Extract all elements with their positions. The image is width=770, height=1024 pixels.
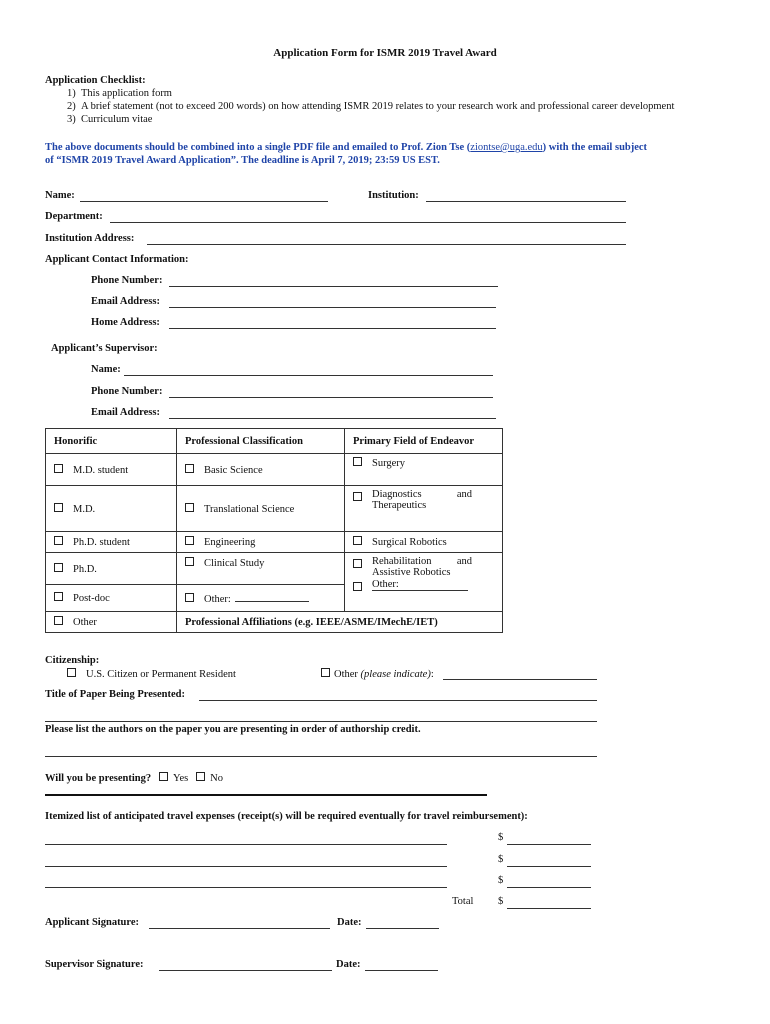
table-header: Honorific: [46, 429, 177, 454]
presenting-yes[interactable]: Yes: [159, 773, 188, 784]
citizenship-heading: Citizenship:: [45, 655, 100, 666]
checkbox[interactable]: [321, 668, 330, 677]
institution-field[interactable]: [426, 201, 626, 202]
section-divider: [45, 794, 487, 796]
supervisor-email-field[interactable]: [169, 418, 496, 419]
checkbox[interactable]: [353, 492, 362, 501]
field-option[interactable]: Surgical Robotics: [345, 532, 503, 553]
checkbox[interactable]: [54, 464, 63, 473]
department-field[interactable]: [110, 222, 626, 223]
checkbox[interactable]: [185, 536, 194, 545]
dollar-sign: $: [498, 832, 504, 843]
institution-address-field[interactable]: [147, 244, 626, 245]
checkbox[interactable]: [196, 772, 205, 781]
paper-title-field[interactable]: [199, 700, 597, 701]
total-amount-field[interactable]: [507, 908, 591, 909]
checkbox[interactable]: [54, 616, 63, 625]
name-field[interactable]: [80, 201, 328, 202]
honorific-option[interactable]: M.D.: [46, 486, 177, 532]
expense-item-field[interactable]: [45, 844, 447, 845]
field-option[interactable]: Surgery: [345, 454, 503, 486]
expenses-heading: Itemized list of anticipated travel expenses (receipt(s) will be required eventually for travel reimbursement):: [45, 811, 528, 822]
contact-heading: Applicant Contact Information:: [45, 254, 189, 265]
name-label: Name:: [45, 190, 75, 201]
dollar-sign: $: [498, 896, 504, 907]
supervisor-date-field[interactable]: [365, 970, 438, 971]
home-address-field[interactable]: [169, 328, 496, 329]
classification-table: [45, 428, 503, 633]
authors-label: Please list the authors on the paper you are presenting in order of authorship credit.: [45, 724, 421, 735]
checkbox[interactable]: [185, 557, 194, 566]
email-link[interactable]: ziontse@uga.edu: [470, 142, 543, 153]
citizenship-us-option[interactable]: U.S. Citizen or Permanent Resident: [67, 668, 236, 680]
honorific-option[interactable]: M.D. student: [46, 454, 177, 486]
home-address-label: Home Address:: [91, 317, 160, 328]
honorific-option[interactable]: Ph.D.: [46, 553, 177, 585]
email-field[interactable]: [169, 307, 496, 308]
table-row: [46, 454, 503, 486]
checkbox[interactable]: [185, 464, 194, 473]
checklist-item: 2) A brief statement (not to exceed 200 words) on how attending ISMR 2019 relates to your research work and professional career development: [67, 101, 675, 112]
classification-option[interactable]: Basic Science: [177, 454, 345, 486]
table-header: Primary Field of Endeavor: [345, 429, 503, 454]
presenting-row: Will you be presenting? Yes No: [45, 773, 223, 784]
applicant-date-field[interactable]: [366, 928, 439, 929]
checkbox[interactable]: [353, 536, 362, 545]
expense-item-field[interactable]: [45, 887, 447, 888]
checkbox[interactable]: [159, 772, 168, 781]
submission-notice: The above documents should be combined into a single PDF file and emailed to Prof. Zion Tse (ziontse@uga.edu) with the email subject: [45, 142, 648, 153]
citizenship-other-field[interactable]: [443, 679, 597, 680]
paper-title-field-2[interactable]: [45, 721, 597, 722]
checklist-item: 3) Curriculum vitae: [67, 114, 153, 125]
page-title: Application Form for ISMR 2019 Travel Award: [273, 47, 497, 59]
honorific-option[interactable]: Ph.D. student: [46, 532, 177, 553]
applicant-signature-label: Applicant Signature:: [45, 917, 140, 928]
checkbox[interactable]: [185, 503, 194, 512]
honorific-option[interactable]: Post-doc: [46, 585, 177, 612]
checklist-heading: Application Checklist:: [45, 75, 146, 86]
table-row: [46, 532, 503, 553]
table-row: [46, 553, 503, 585]
checkbox[interactable]: [353, 559, 362, 568]
honorific-option[interactable]: Other: [46, 612, 177, 633]
supervisor-phone-label: Phone Number:: [91, 386, 163, 397]
field-option[interactable]: Diagnostics and Therapeutics: [345, 486, 503, 532]
checkbox[interactable]: [54, 503, 63, 512]
checkbox[interactable]: [54, 536, 63, 545]
expense-amount-field[interactable]: [507, 844, 591, 845]
supervisor-signature-field[interactable]: [159, 970, 332, 971]
checklist-item: 1) This application form: [67, 88, 172, 99]
paper-title-label: Title of Paper Being Presented:: [45, 689, 185, 700]
department-label: Department:: [45, 211, 103, 222]
checkbox[interactable]: [353, 457, 362, 466]
dollar-sign: $: [498, 854, 504, 865]
submission-notice-line2: of “ISMR 2019 Travel Award Application”. The deadline is April 7, 2019; 23:59 US EST.: [45, 155, 440, 166]
citizenship-other-option[interactable]: Other (please indicate):: [321, 668, 434, 680]
checkbox[interactable]: [54, 563, 63, 572]
dollar-sign: $: [498, 875, 504, 886]
applicant-signature-field[interactable]: [149, 928, 330, 929]
authors-field[interactable]: [45, 756, 597, 757]
supervisor-name-label: Name:: [91, 364, 121, 375]
presenting-no[interactable]: No: [196, 773, 223, 784]
classification-option[interactable]: Clinical Study: [177, 553, 345, 585]
table-header: Professional Classification: [177, 429, 345, 454]
expense-amount-field[interactable]: [507, 887, 591, 888]
table-row: [46, 612, 503, 633]
supervisor-phone-field[interactable]: [169, 397, 493, 398]
institution-label: Institution:: [368, 190, 419, 201]
phone-field[interactable]: [169, 286, 498, 287]
checkbox[interactable]: [54, 592, 63, 601]
classification-option[interactable]: Engineering: [177, 532, 345, 553]
applicant-date-label: Date:: [337, 917, 362, 928]
affiliations-cell: Professional Affiliations (e.g. IEEE/ASME/IMechE/IET): [177, 612, 503, 633]
classification-option[interactable]: Other:: [177, 585, 345, 612]
email-label: Email Address:: [91, 296, 160, 307]
institution-address-label: Institution Address:: [45, 233, 135, 244]
supervisor-heading: Applicant’s Supervisor:: [51, 343, 158, 354]
phone-label: Phone Number:: [91, 275, 163, 286]
checkbox[interactable]: [67, 668, 76, 677]
expense-amount-field[interactable]: [507, 866, 591, 867]
supervisor-date-label: Date:: [336, 959, 361, 970]
table-row: [46, 486, 503, 532]
classification-option[interactable]: Translational Science: [177, 486, 345, 532]
checkbox[interactable]: [353, 582, 362, 591]
other-classification-field[interactable]: [235, 592, 309, 602]
supervisor-email-label: Email Address:: [91, 407, 160, 418]
supervisor-signature-label: Supervisor Signature:: [45, 959, 144, 970]
table-header-row: [46, 429, 503, 454]
field-option[interactable]: Rehabilitation and Assistive Robotics Other:: [345, 553, 503, 612]
total-label: Total: [452, 896, 474, 907]
supervisor-name-field[interactable]: [124, 375, 493, 376]
expense-item-field[interactable]: [45, 866, 447, 867]
checkbox[interactable]: [185, 593, 194, 602]
